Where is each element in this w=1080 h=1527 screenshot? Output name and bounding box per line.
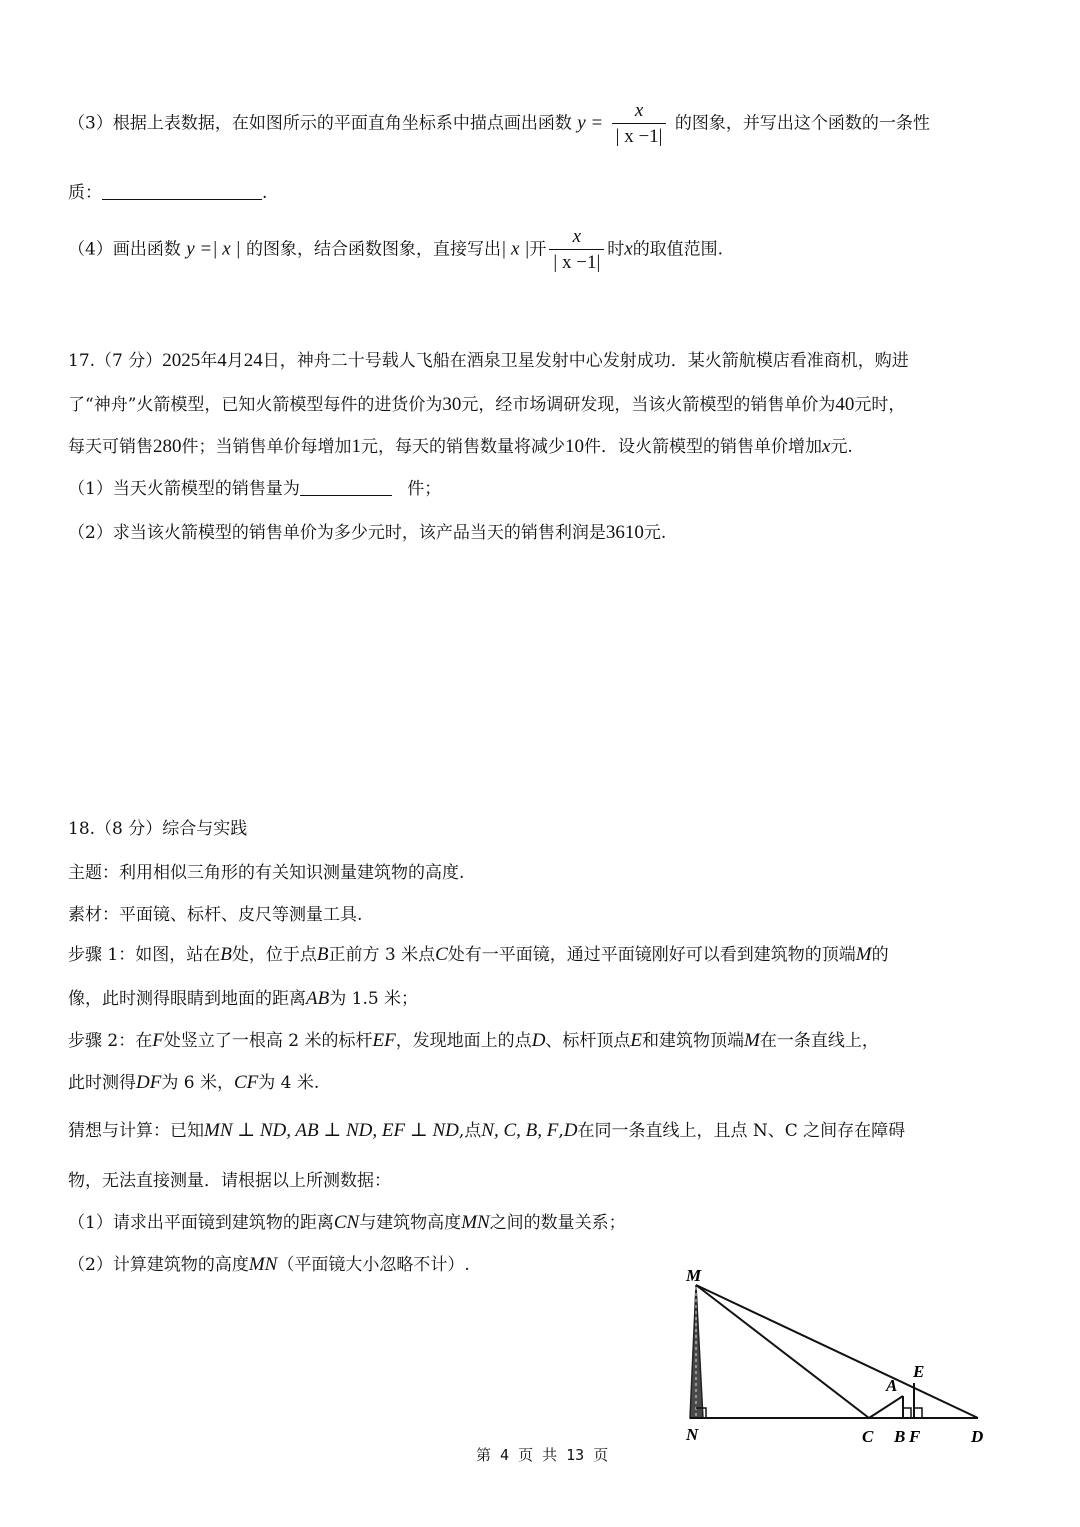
label-c: C (862, 1427, 874, 1446)
q17-line1: 17.（7 分）2025年4月24日，神舟二十号载人飞船在酒泉卫星发射中心发射成功．某火箭航模店看准商机，购进 (68, 350, 909, 371)
label-b: B (894, 1427, 906, 1446)
q16-part3-line2: 质： . (68, 183, 268, 203)
right-angle-b (903, 1408, 911, 1418)
q16-part4: （4）画出函数 y =| x | 的图象，结合函数图象，直接写出| x |开 $\frac{x}{| x -1|}$ 时x的取值范围. (68, 226, 724, 273)
q18-guess-line2: 物，无法直接测量．请根据以上所测数据： (68, 1171, 391, 1191)
right-angle-f (914, 1408, 922, 1418)
q18-step1-line2: 像，此时测得眼睛到地面的距离AB为 1.5 米； (68, 988, 419, 1009)
q18-heading: 18.（8 分）综合与实践 (68, 819, 248, 839)
label-e: E (913, 1362, 925, 1381)
building-measurement-figure (672, 1265, 1012, 1480)
q18-theme: 主题：利用相似三角形的有关知识测量建筑物的高度. (68, 863, 465, 883)
q18-material: 素材：平面镜、标杆、皮尺等测量工具. (68, 905, 363, 925)
q18-step2-line1: 步骤 2：在F处竖立了一根高 2 米的标杆EF，发现地面上的点D、标杆顶点E和建筑物顶端M在一条直线上， (68, 1030, 879, 1051)
answer-blank[interactable] (300, 477, 392, 496)
answer-blank[interactable] (102, 181, 262, 200)
label-f: F (909, 1427, 921, 1446)
label-m: M (686, 1266, 702, 1285)
q18-guess-line1: 猜想与计算：已知MN ⊥ ND, AB ⊥ ND, EF ⊥ ND,点N, C, B, F,D在同一条直线上，且点 N、C 之间存在障碍 (68, 1120, 906, 1141)
page-footer: 第 4 页 共 13 页 (476, 1446, 609, 1464)
q17-line2: 了“神舟”火箭模型，已知火箭模型每件的进货价为30元，经市场调研发现，当该火箭模型的销售单价为40元时， (68, 394, 906, 415)
q17-part1: （1）当天火箭模型的销售量为 件； (68, 479, 442, 499)
q16-part3-line1: （3）根据上表数据，在如图所示的平面直角坐标系中描点画出函数 y = $\frac{x}{| x -1|}$ 的图象，并写出这个函数的一条性 (68, 100, 930, 147)
line-ca (869, 1396, 903, 1418)
fraction-x-over-abs: $\frac{x}{| x -1|}$ (612, 100, 667, 148)
label-d: D (971, 1427, 984, 1446)
q18-step2-line2: 此时测得DF为 6 米，CF为 4 米. (68, 1072, 320, 1093)
line-md (696, 1285, 978, 1418)
q18-step1-line1: 步骤 1：如图，站在B处，位于点B正前方 3 米点C处有一平面镜，通过平面镜刚好可以看到建筑物的顶端M的 (68, 944, 889, 965)
line-mc (696, 1285, 869, 1418)
fraction-x-over-abs: $\frac{x}{| x -1|}$ (549, 226, 604, 274)
q18-part1: （1）请求出平面镜到建筑物的距离CN与建筑物高度MN之间的数量关系； (68, 1212, 626, 1233)
building-shape (690, 1285, 703, 1418)
q18-part2: （2）计算建筑物的高度MN（平面镜大小忽略不计）. (68, 1254, 470, 1275)
label-n: N (686, 1425, 699, 1444)
func-y: y = (577, 112, 604, 134)
q17-part2: （2）求当该火箭模型的销售单价为多少元时，该产品当天的销售利润是3610元. (68, 522, 667, 543)
q17-line3: 每天可销售280件；当销售单价每增加1元，每天的销售数量将减少10件．设火箭模型的销售单价增加x元. (68, 436, 853, 457)
label-a: A (886, 1376, 898, 1395)
